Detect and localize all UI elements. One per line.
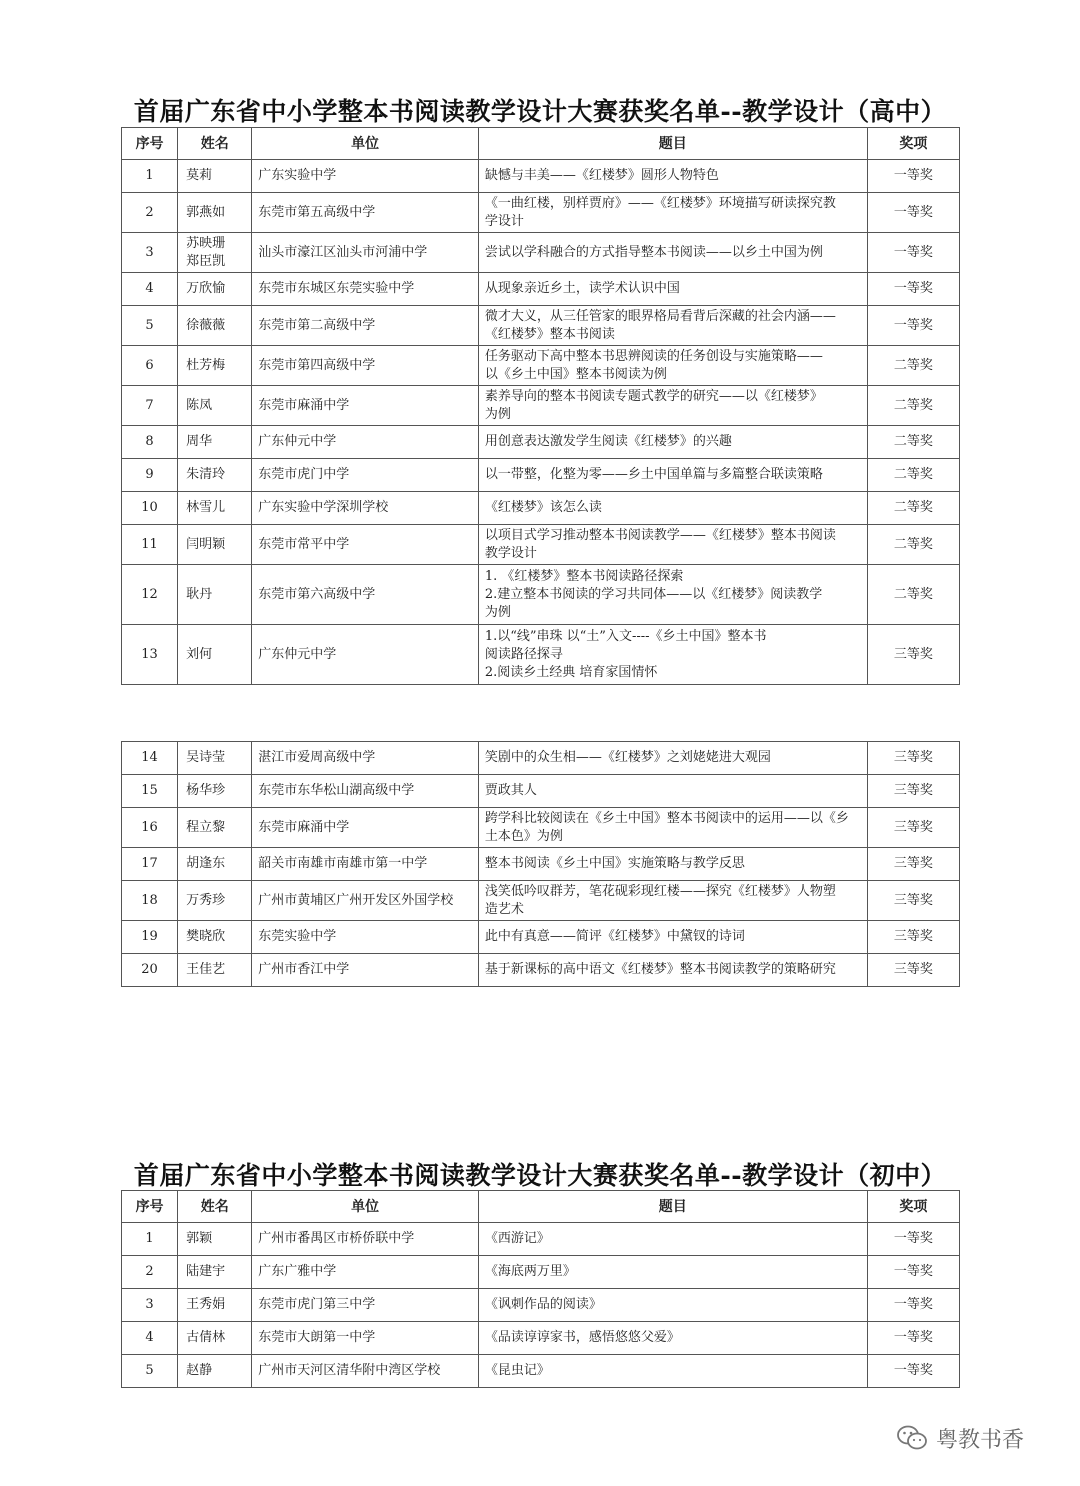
row-number: 10 xyxy=(122,492,178,525)
row-number: 3 xyxy=(122,1289,178,1322)
table-header-row xyxy=(122,1191,960,1223)
row-topic: 1.以“线”串珠 以“土”入文----《乡土中国》整本书 阅读路径探寻 2.阅读乡土经典 培育家国情怀 xyxy=(478,625,867,685)
row-unit: 广州市天河区清华附中湾区学校 xyxy=(252,1355,479,1388)
table-row xyxy=(122,346,960,386)
row-topic: 《红楼梦》该怎么读 xyxy=(478,492,867,525)
row-name: 朱清玲 xyxy=(178,459,252,492)
row-number: 12 xyxy=(122,565,178,625)
table-row xyxy=(122,426,960,459)
row-award: 一等奖 xyxy=(867,233,959,273)
row-unit: 广东实验中学 xyxy=(252,160,479,193)
middle-school-title: 首届广东省中小学整本书阅读教学设计大赛获奖名单--教学设计（初中） xyxy=(133,1161,947,1190)
row-unit: 东莞实验中学 xyxy=(252,921,479,954)
row-award: 一等奖 xyxy=(867,1355,959,1388)
row-number: 14 xyxy=(122,742,178,775)
row-unit: 东莞市麻涌中学 xyxy=(252,386,479,426)
row-topic: 整本书阅读《乡土中国》实施策略与教学反思 xyxy=(478,848,867,881)
row-topic: 基于新课标的高中语文《红楼梦》整本书阅读教学的策略研究 xyxy=(478,954,867,987)
row-name: 徐薇薇 xyxy=(178,306,252,346)
row-award: 二等奖 xyxy=(867,386,959,426)
row-award: 三等奖 xyxy=(867,954,959,987)
header-no: 序号 xyxy=(122,1191,178,1223)
row-topic: 1. 《红楼梦》整本书阅读路径探索 2.建立整本书阅读的学习共同体——以《红楼梦》阅读教学 为例 xyxy=(478,565,867,625)
row-topic: 以项目式学习推动整本书阅读教学——《红楼梦》整本书阅读 教学设计 xyxy=(478,525,867,565)
table-row xyxy=(122,459,960,492)
row-unit: 东莞市虎门第三中学 xyxy=(252,1289,479,1322)
table-row xyxy=(122,625,960,685)
row-number: 9 xyxy=(122,459,178,492)
row-name: 闫明颖 xyxy=(178,525,252,565)
row-name: 王佳艺 xyxy=(178,954,252,987)
row-topic: 任务驱动下高中整本书思辨阅读的任务创设与实施策略—— 以《乡土中国》整本书阅读为例 xyxy=(478,346,867,386)
row-award: 一等奖 xyxy=(867,273,959,306)
row-topic: 《一曲红楼，别样贾府》——《红楼梦》环境描写研读探究教 学设计 xyxy=(478,193,867,233)
row-award: 三等奖 xyxy=(867,921,959,954)
row-award: 三等奖 xyxy=(867,742,959,775)
row-award: 二等奖 xyxy=(867,565,959,625)
row-number: 1 xyxy=(122,160,178,193)
header-topic: 题目 xyxy=(478,128,867,160)
row-topic: 缺憾与丰美——《红楼梦》圆形人物特色 xyxy=(478,160,867,193)
row-topic: 此中有真意——简评《红楼梦》中黛钗的诗词 xyxy=(478,921,867,954)
row-award: 二等奖 xyxy=(867,492,959,525)
row-name: 万欣愉 xyxy=(178,273,252,306)
row-number: 5 xyxy=(122,306,178,346)
row-number: 5 xyxy=(122,1355,178,1388)
high-school-table-continued xyxy=(121,741,960,987)
row-name: 胡逢东 xyxy=(178,848,252,881)
row-name: 杜芳梅 xyxy=(178,346,252,386)
row-unit: 广州市黄埔区广州开发区外国学校 xyxy=(252,881,479,921)
row-unit: 东莞市第五高级中学 xyxy=(252,193,479,233)
row-number: 20 xyxy=(122,954,178,987)
row-number: 13 xyxy=(122,625,178,685)
header-name: 姓名 xyxy=(178,1191,252,1223)
header-award: 奖项 xyxy=(867,128,959,160)
table-row xyxy=(122,306,960,346)
table-row xyxy=(122,881,960,921)
row-award: 一等奖 xyxy=(867,1256,959,1289)
row-number: 3 xyxy=(122,233,178,273)
row-name: 郭燕如 xyxy=(178,193,252,233)
row-unit: 东莞市虎门中学 xyxy=(252,459,479,492)
row-name: 林雪儿 xyxy=(178,492,252,525)
high-school-table xyxy=(121,127,960,685)
row-topic: 微才大义，从三任管家的眼界格局看背后深藏的社会内涵—— 《红楼梦》整本书阅读 xyxy=(478,306,867,346)
table-row xyxy=(122,565,960,625)
wechat-icon xyxy=(896,1424,928,1452)
table-row xyxy=(122,1256,960,1289)
row-topic: 从现象亲近乡土，读学术认识中国 xyxy=(478,273,867,306)
row-award: 三等奖 xyxy=(867,808,959,848)
row-name: 古倩林 xyxy=(178,1322,252,1355)
table-row xyxy=(122,193,960,233)
row-name: 万秀珍 xyxy=(178,881,252,921)
row-number: 16 xyxy=(122,808,178,848)
row-unit: 东莞市第六高级中学 xyxy=(252,565,479,625)
row-award: 三等奖 xyxy=(867,848,959,881)
row-topic: 用创意表达激发学生阅读《红楼梦》的兴趣 xyxy=(478,426,867,459)
table-row xyxy=(122,525,960,565)
table-row xyxy=(122,1322,960,1355)
header-topic: 题目 xyxy=(478,1191,867,1223)
row-number: 15 xyxy=(122,775,178,808)
row-award: 二等奖 xyxy=(867,459,959,492)
row-award: 三等奖 xyxy=(867,881,959,921)
row-award: 二等奖 xyxy=(867,346,959,386)
row-award: 三等奖 xyxy=(867,625,959,685)
table-row xyxy=(122,1289,960,1322)
row-unit: 东莞市麻涌中学 xyxy=(252,808,479,848)
row-name: 王秀娟 xyxy=(178,1289,252,1322)
row-name: 郭颖 xyxy=(178,1223,252,1256)
row-unit: 东莞市第二高级中学 xyxy=(252,306,479,346)
row-topic: 《讽刺作品的阅读》 xyxy=(478,1289,867,1322)
watermark-text: 粤教书香 xyxy=(936,1427,1025,1453)
row-name: 樊晓欣 xyxy=(178,921,252,954)
row-topic: 浅笑低吟叹群芳，笔花砚彩现红楼——探究《红楼梦》人物塑 造艺术 xyxy=(478,881,867,921)
row-award: 一等奖 xyxy=(867,1223,959,1256)
row-number: 6 xyxy=(122,346,178,386)
row-name: 陈凤 xyxy=(178,386,252,426)
row-award: 一等奖 xyxy=(867,1322,959,1355)
header-unit: 单位 xyxy=(252,1191,479,1223)
row-unit: 湛江市爱周高级中学 xyxy=(252,742,479,775)
row-topic: 《昆虫记》 xyxy=(478,1355,867,1388)
row-award: 二等奖 xyxy=(867,525,959,565)
table-row xyxy=(122,386,960,426)
table-row xyxy=(122,775,960,808)
row-number: 11 xyxy=(122,525,178,565)
row-number: 8 xyxy=(122,426,178,459)
table-row xyxy=(122,1355,960,1388)
row-unit: 汕头市濠江区汕头市河浦中学 xyxy=(252,233,479,273)
row-award: 一等奖 xyxy=(867,306,959,346)
table-row xyxy=(122,921,960,954)
row-award: 一等奖 xyxy=(867,193,959,233)
table-row xyxy=(122,160,960,193)
row-award: 一等奖 xyxy=(867,1289,959,1322)
table-row xyxy=(122,1223,960,1256)
row-name: 莫莉 xyxy=(178,160,252,193)
table-row xyxy=(122,233,960,273)
row-topic: 尝试以学科融合的方式指导整本书阅读——以乡土中国为例 xyxy=(478,233,867,273)
table-row xyxy=(122,808,960,848)
row-number: 2 xyxy=(122,1256,178,1289)
row-topic: 跨学科比较阅读在《乡土中国》整本书阅读中的运用——以《乡 土本色》为例 xyxy=(478,808,867,848)
row-name: 耿丹 xyxy=(178,565,252,625)
header-unit: 单位 xyxy=(252,128,479,160)
row-topic: 贾政其人 xyxy=(478,775,867,808)
row-unit: 广东广雅中学 xyxy=(252,1256,479,1289)
row-topic: 笑剧中的众生相——《红楼梦》之刘姥姥进大观园 xyxy=(478,742,867,775)
table-row xyxy=(122,742,960,775)
row-number: 4 xyxy=(122,273,178,306)
header-no: 序号 xyxy=(122,128,178,160)
middle-school-table xyxy=(121,1190,960,1388)
watermark xyxy=(896,1418,1024,1458)
row-name: 赵静 xyxy=(178,1355,252,1388)
row-unit: 东莞市大朗第一中学 xyxy=(252,1322,479,1355)
row-unit: 广州市番禺区市桥侨联中学 xyxy=(252,1223,479,1256)
row-topic: 《海底两万里》 xyxy=(478,1256,867,1289)
row-unit: 广东仲元中学 xyxy=(252,625,479,685)
row-number: 19 xyxy=(122,921,178,954)
row-unit: 东莞市东华松山湖高级中学 xyxy=(252,775,479,808)
row-number: 7 xyxy=(122,386,178,426)
row-award: 三等奖 xyxy=(867,775,959,808)
row-topic: 《西游记》 xyxy=(478,1223,867,1256)
high-school-title: 首届广东省中小学整本书阅读教学设计大赛获奖名单--教学设计（高中） xyxy=(133,97,947,126)
table-row xyxy=(122,492,960,525)
row-unit: 广东实验中学深圳学校 xyxy=(252,492,479,525)
row-unit: 东莞市东城区东莞实验中学 xyxy=(252,273,479,306)
row-name: 苏映珊 郑臣凯 xyxy=(178,233,252,273)
row-topic: 素养导向的整本书阅读专题式教学的研究——以《红楼梦》 为例 xyxy=(478,386,867,426)
row-number: 1 xyxy=(122,1223,178,1256)
row-unit: 广东仲元中学 xyxy=(252,426,479,459)
table-row xyxy=(122,954,960,987)
row-number: 2 xyxy=(122,193,178,233)
row-name: 吴诗莹 xyxy=(178,742,252,775)
row-unit: 韶关市南雄市南雄市第一中学 xyxy=(252,848,479,881)
row-name: 程立黎 xyxy=(178,808,252,848)
row-name: 刘何 xyxy=(178,625,252,685)
row-name: 陆建宇 xyxy=(178,1256,252,1289)
table-row xyxy=(122,848,960,881)
row-unit: 广州市香江中学 xyxy=(252,954,479,987)
row-name: 杨华珍 xyxy=(178,775,252,808)
row-number: 4 xyxy=(122,1322,178,1355)
row-number: 18 xyxy=(122,881,178,921)
row-number: 17 xyxy=(122,848,178,881)
row-unit: 东莞市常平中学 xyxy=(252,525,479,565)
row-unit: 东莞市第四高级中学 xyxy=(252,346,479,386)
row-topic: 以一带整，化整为零——乡土中国单篇与多篇整合联读策略 xyxy=(478,459,867,492)
header-name: 姓名 xyxy=(178,128,252,160)
row-topic: 《品读谆谆家书，感悟悠悠父爱》 xyxy=(478,1322,867,1355)
row-award: 一等奖 xyxy=(867,160,959,193)
header-award: 奖项 xyxy=(867,1191,959,1223)
table-row xyxy=(122,273,960,306)
row-award: 二等奖 xyxy=(867,426,959,459)
row-name: 周华 xyxy=(178,426,252,459)
table-header-row xyxy=(122,128,960,160)
